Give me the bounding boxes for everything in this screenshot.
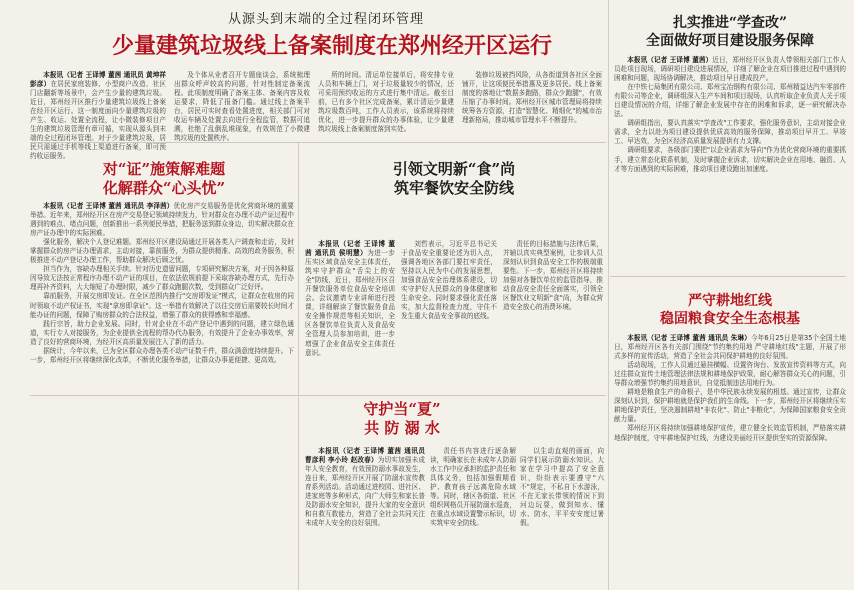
drowning-byline: 本报讯（记者 王译博 董茜 通讯员 曹彦利 李小玲 赵改春） xyxy=(305,447,425,465)
drowning-headline[interactable]: 守护当“夏” 共 防 溺 水 xyxy=(363,400,441,437)
lead-kicker: 从源头到末端的全过程闭环管理 xyxy=(227,12,424,27)
food-safety-byline: 本报讯（记者 王译博 董茜 通讯员 侯明慧） xyxy=(305,240,395,258)
left-article-para-6: 据统计，今年以来，已为全区群众办理各类不动产证数千件，群众满意度持续提升。下一步，郑州经开区将继续深化改革，不断优化服务举措，让群众办事更便捷、更高效。 xyxy=(30,346,294,364)
drowning-col3-text: 以生动直观的画面，向同学们展示防溺水知识。大家在学习中提高了安全意识，纷纷表示要遵守"六不"规定，不私自下水游泳，不在无家长带领的情况下到河边玩耍，做到知水、懂水、防水，平平安安度过暑假。 xyxy=(520,447,604,528)
lead-column-3 xyxy=(318,71,454,141)
project-service-para-3: 调研组指出，要认真落实"学查改"工作要求，强化服务意识，主动对接企业需求，全力以赴为项目建设提供优质高效的服务保障，推动项目早开工、早竣工、早达效，为全区经济高质量发展提供有力支撑。 xyxy=(614,119,846,146)
project-service-para-2: 在中铁七局集团有限公司、郑州宝冶钢构有限公司、郑州精益达汽车零部件有限公司等企业，调研组深入生产车间和项目现场，认真听取企业负责人关于项目建设情况的介绍，详细了解企业发展中存在的困难和诉求，逐一研究解决办法。 xyxy=(614,83,846,119)
lead-col1-text: 在居民家庭装修、小型商户改造、社区门店翻新等场景中，会产生少量的建筑垃圾。近日，郑州经开区推行少量建筑垃圾线上备案在经开区运行。这一制度面向少量建筑垃圾的产生、收运、处置全流程，让小微装修项目产生的建筑垃圾管理有章可循，实现从源头到末端的全过程闭环管理。对于少量建筑垃圾，居民只需通过手机等线上渠道进行备案，即可预约收运服务。 xyxy=(30,80,167,161)
lead-col3-text: 所的时间。清运单位接单后，将安排专业人员和车辆上门，对于垃圾量较少的情况，还可采用预约收运的方式进行集中清运。截至目前，已有多个社区完成备案，累计清运少量建筑垃圾数百吨，工作人员表示，该系统将持续优化，进一步提升群众的办事体验，让少量建筑垃圾线上备案制度落到实处。 xyxy=(318,71,454,134)
lead-column-2 xyxy=(174,71,310,141)
project-service-headline[interactable]: 扎实推进“学查改” 全面做好项目建设服务保障 xyxy=(646,15,814,49)
food-safety-column-1 xyxy=(305,240,395,390)
drowning-col2-text: 责任书内容进行逐条解读，明确家长在未成年人防溺水工作中应承担的监护责任和具体义务，包括加强假期看护、教育孩子远离危险水域等。同时，辖区各街道、社区组织网格员开展防溺水巡查，在重点水域设置警示标识，切实筑牢安全防线。 xyxy=(430,447,516,528)
farmland-headline[interactable]: 严守耕地红线 稳固粮食安全生态根基 xyxy=(660,293,800,327)
project-service-para-1: 近日，郑州经开区负责人带领相关部门工作人员赴项目现场，调研项目建设进展情况，详细了解企业在项目推进过程中遇到的困难和问题，现场协调解决，推动项目早日建成投产。 xyxy=(614,56,847,83)
farmland-body xyxy=(614,334,846,587)
lead-col4-text: 装修垃圾被挡风险，从各街道到各社区全面铺开，让这项便民举措惠及更多居民。线上备案制度的落地让"数据多跑路，群众少跑腿"，有效压缩了办事时间。郑州经开区城市管理局将持续统筹各方资源，打造"智慧化、精细化"的城市治理新格局，推动城市管理水平不断提升。 xyxy=(462,71,602,125)
lead-headline[interactable]: 少量建筑垃圾线上备案制度在郑州经开区运行 xyxy=(111,33,552,59)
farmland-para-4: 郑州经开区将持续加强耕地保护宣传，建立健全长效监管机制，严格落实耕地保护制度，守牢耕地保护红线，为建设美丽经开区提供坚实的资源保障。 xyxy=(614,424,846,442)
drowning-column-2 xyxy=(430,447,516,587)
project-service-body xyxy=(614,56,846,274)
lead-column-1 xyxy=(30,71,167,161)
food-safety-headline[interactable]: 引领文明新“食”尚 筑牢餐饮安全防线 xyxy=(392,160,516,197)
left-article-headline[interactable]: 对“证”施策解难题 化解群众“心头忧” xyxy=(102,160,226,197)
left-article-byline: 本报讯（记者 王译博 董茜 通讯员 李泽茜） xyxy=(43,202,174,210)
food-safety-col1-text: 为进一步压实区域食品安全主体责任，筑牢守护群众"舌尖上的安全"防线，近日，郑州经开区召开餐饮服务单位食品安全培训会。会议邀请专业讲师进行授课，详细解读了餐饮服务食品安全操作规范等相关知识，全区各餐饮单位负责人及食品安全管理人员参加培训，进一步增强了企业食品安全主体责任意识。 xyxy=(305,249,396,357)
left-article-body xyxy=(30,202,294,587)
farmland-para-2: 活动现场，工作人员通过悬挂横幅、设置咨询台、发放宣传资料等方式，向过往群众宣传土地管理法律法规和耕地保护政策，耐心解答群众关心的问题，引导群众增强节约集约用地意识，自觉抵制违法用地行为。 xyxy=(614,361,846,388)
lead-col2-text: 及个体从业者召开专题座谈会，系统梳理出群众呼声较高的问题，针对性制定备案流程。此项制度明确了备案主体、备案内容及收运要求，降低了报备门槛。通过线上备案平台，居民可实时查看处置进度，相关部门可对收运车辆及处置去向进行全程监管，数据可追溯，杜绝了乱倒乱堆现象，有效规范了小微建筑垃圾的处置秩序。 xyxy=(174,71,310,143)
food-safety-column-2 xyxy=(401,240,497,390)
farmland-para-1: 今年6月25日是第35个全国土地日，郑州经开区各有关部门围绕"节约集约用地 严守耕地红线"主题，开展了形式多样的宣传活动，营造了全社会共同保护耕地的良好氛围。 xyxy=(614,334,846,361)
lead-column-4 xyxy=(462,71,602,141)
left-article-para-4: 靠前服务，开展交房即发证。在全区范围内推行"交房即发证"模式，让群众在收房的同时领取不动产权证书，实现"拿房即拿证"。这一举措有效解决了以往交房后需要较长时间才能办证的问题，保障了购房群众的合法权益，增强了群众的获得感和幸福感。 xyxy=(30,292,294,319)
drowning-column-1 xyxy=(305,447,425,587)
left-article-para-3: 担当作为，容缺办理相关手续。针对历史遗留问题，专项研究解决方案，对于因各种原因导致无法按正常程序办理不动产证的项目，在依法依规前提下采取容缺办理方式，先行办理再补齐资料，大大缩短了办理时限，减少了群众跑腿次数，受到群众广泛好评。 xyxy=(30,265,294,292)
food-safety-col2-text: 刘哲表示，习近平总书记关于食品安全重要论述为切入点，强调各地区各部门要扛牢责任，坚持以人民为中心的发展思想，加强食品安全治理体系建设，切实守护好人民群众的身体健康和生命安全。同时要求强化责任落实，加大监督检查力度，守住不发生重大食品安全事故的底线。 xyxy=(401,240,497,321)
left-article-para-1: 优化房产交易服务是优化营商环境的重要举措。近年来，郑州经开区在房产交易登记领域持续发力，针对群众在办理不动产证过程中遇到的难点、堵点问题，创新推出一系列便民举措，把服务送到群众身边，切实解决群众在房产证办理中的实际困难。 xyxy=(30,202,295,238)
drowning-col1-text: 为切实加强未成年人安全教育，有效预防溺水事故发生，连日来，郑州经开区开展了防溺水宣传教育系列活动。活动通过进校园、进社区、进家庭等多种形式，向广大师生和家长普及防溺水安全知识，提升大家的安全意识和自救互救能力，营造了全社会共同关注未成年人安全的良好氛围。 xyxy=(305,456,426,528)
left-article-para-2: 强化服务，解决个人登记难题。郑州经开区建设局通过开展各类入户调查和走访，及时掌握群众的房产证办理需求，主动对接，靠前服务，为群众提供精准、高效的政务服务，积极推进不动产登记办理工作，帮助群众解决后顾之忧。 xyxy=(30,238,294,265)
project-service-byline: 本报讯（记者 王译博 董茜） xyxy=(627,56,713,64)
farmland-byline: 本报讯（记者 王译博 董茜 通讯员 朱琳） xyxy=(627,334,751,342)
lead-byline: 本报讯（记者 王译博 董茜 通讯员 黄坤祥彭彦） xyxy=(30,71,166,89)
drowning-column-3 xyxy=(520,447,604,587)
food-safety-column-3 xyxy=(503,240,603,390)
farmland-para-3: 耕地是粮食生产的命根子，是中华民族永续发展的根基。通过宣传，让群众深刻认识到，保护耕地就是保护我们的生命线。下一步，郑州经开区将继续压实耕地保护责任，坚决遏制耕地"非农化"、防止"非粮化"，为保障国家粮食安全贡献力量。 xyxy=(614,388,846,424)
project-service-para-4: 调研组要求，各级部门要把"以企业需求为导向"作为优化营商环境的重要抓手，建立常态化联系机制，及时掌握企业诉求，切实解决企业在用地、融资、人才等方面遇到的实际困难，推动项目建设跑出加速度。 xyxy=(614,146,846,173)
food-safety-col3-text: 责任的目标措施与法律后果，并辅以真实典型案例，让参训人员深刻认识到食品安全工作的极端重要性。下一步，郑州经开区将持续加强对各餐饮单位的监管指导，推动食品安全责任全面落实，引领全区餐饮业文明新"食"尚，为群众营造安全放心的消费环境。 xyxy=(503,240,603,312)
left-article-para-5: 践行宗旨，助力企业发展。同时，针对企业在不动产登记中遇到的问题，建立绿色通道，实行专人对接服务，为企业提供全流程的帮办代办服务，有效提升了企业办事效率，营造了良好的营商环境，为经开区高质量发展注入了新的活力。 xyxy=(30,319,294,346)
